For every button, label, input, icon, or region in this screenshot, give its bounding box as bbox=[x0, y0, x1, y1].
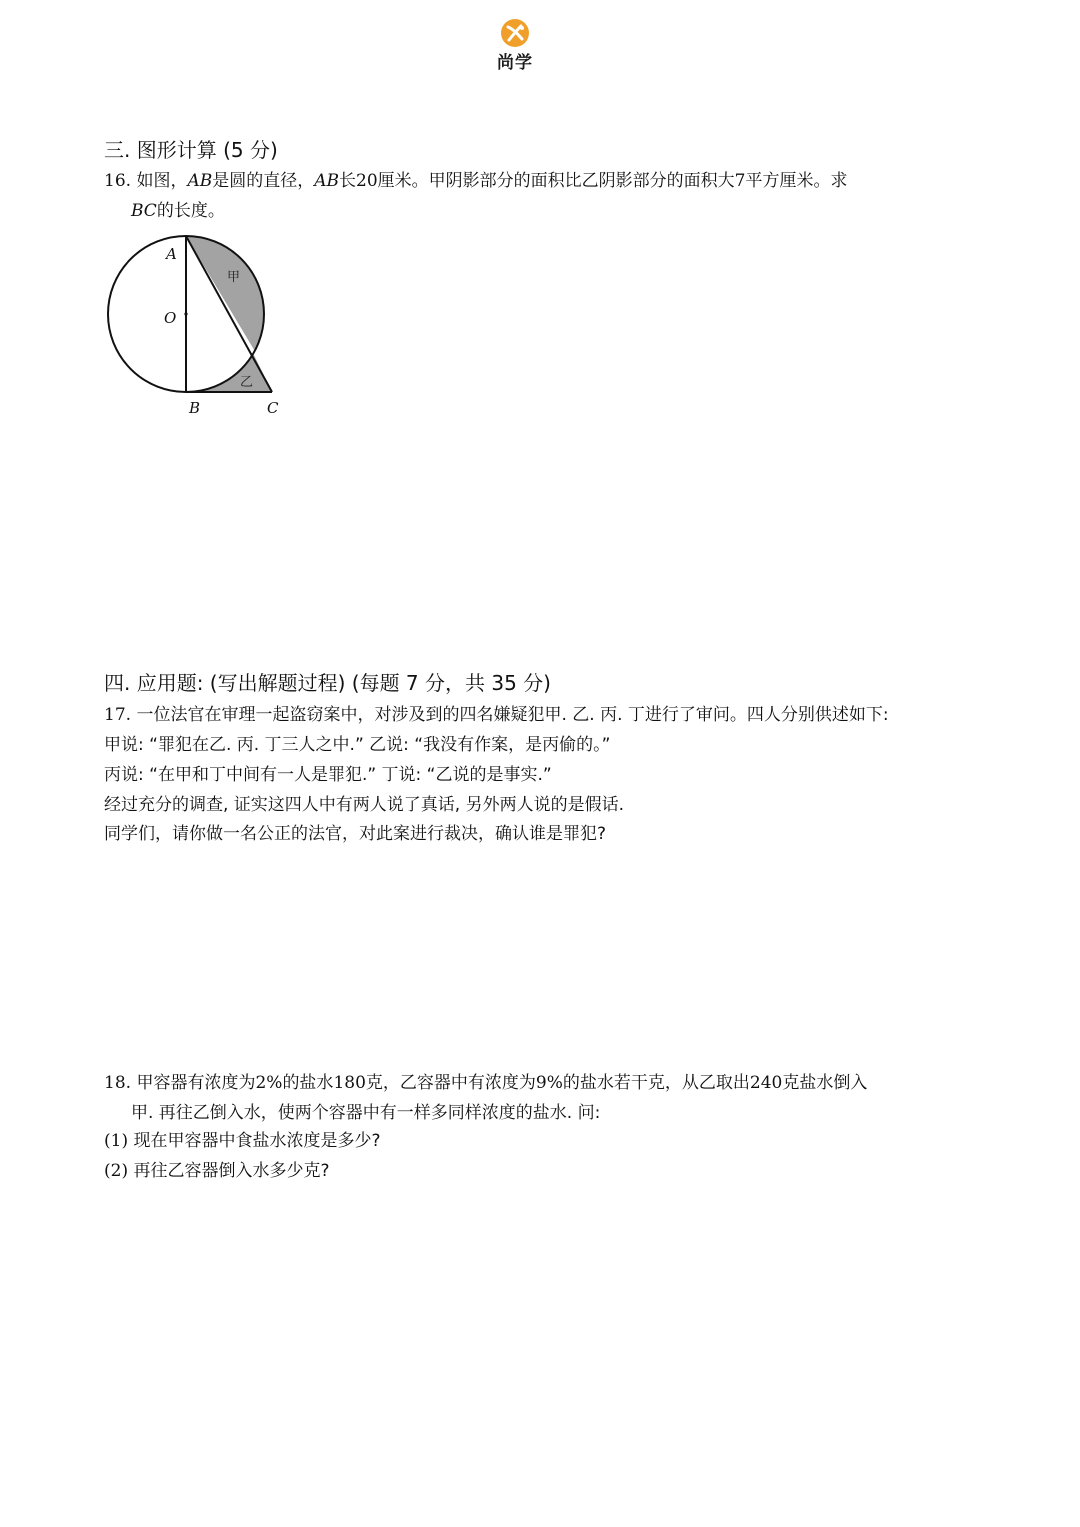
q16-number: 16. bbox=[104, 171, 132, 191]
q16-line1 bbox=[104, 169, 847, 193]
q16-text: 平方厘米。求 bbox=[745, 171, 848, 191]
region-yi-label: 乙 bbox=[240, 375, 254, 390]
label-a: A bbox=[166, 245, 177, 263]
q18-number: 18. bbox=[104, 1073, 132, 1093]
q18-sub2-text: 再往乙容器倒入水多少克? bbox=[133, 1161, 330, 1181]
q17-line3: 丙说: “在甲和丁中间有一人是罪犯.” 丁说: “乙说的是事实.” bbox=[104, 765, 552, 785]
q16-math: AB bbox=[187, 171, 213, 191]
label-o: O bbox=[164, 309, 177, 327]
brand-logo bbox=[490, 18, 540, 73]
q16-number-value: 7 bbox=[734, 171, 746, 191]
region-yi-shading bbox=[186, 353, 272, 392]
q18-sub1 bbox=[104, 1129, 381, 1153]
q16-math: AB bbox=[314, 171, 340, 191]
q18-text: 甲容器有浓度为 bbox=[136, 1073, 256, 1093]
q17-line1 bbox=[104, 703, 889, 727]
q18-text: 的盐水若干克，从乙取出 bbox=[562, 1073, 750, 1093]
q17-line4: 经过充分的调查, 证实这四人中有两人说了真话, 另外两人说的是假话. bbox=[104, 795, 625, 815]
q16-math: BC bbox=[131, 201, 157, 221]
q18-sub2-label: (2) bbox=[104, 1161, 129, 1181]
q17-line2: 甲说: “罪犯在乙. 丙. 丁三人之中.” 乙说: “我没有作案，是丙偷的。” bbox=[104, 735, 611, 755]
label-b: B bbox=[189, 399, 201, 417]
section4-title: 四. 应用题: (写出解题过程) (每题 7 分，共 35 分) bbox=[104, 671, 551, 695]
label-c: C bbox=[267, 399, 279, 417]
q18-number-value: 9% bbox=[535, 1073, 563, 1093]
q18-number-value: 240 bbox=[749, 1073, 783, 1093]
q18-text: 的盐水 bbox=[282, 1073, 334, 1093]
q16-text: 如图， bbox=[136, 171, 188, 191]
brand-name: 尚学 bbox=[497, 53, 533, 73]
q16-text: 是圆的直径， bbox=[212, 171, 315, 191]
region-jia-shading bbox=[186, 228, 300, 353]
q16-line2 bbox=[131, 199, 225, 223]
q18-sub1-text: 现在甲容器中食盐水浓度是多少? bbox=[133, 1131, 381, 1151]
q16-geometry-figure bbox=[100, 228, 300, 424]
q17-number: 17. bbox=[104, 705, 132, 725]
q16-number-value: 20 bbox=[356, 171, 378, 191]
q16-text: 厘米。甲阴影部分的面积比乙阴影部分的面积大 bbox=[377, 171, 735, 191]
q18-line2: 甲. 再往乙倒入水，使两个容器中有一样多同样浓度的盐水. 问: bbox=[131, 1103, 601, 1123]
q18-sub1-label: (1) bbox=[104, 1131, 129, 1151]
brand-logo-icon bbox=[500, 18, 530, 48]
q16-text: 长 bbox=[339, 171, 357, 191]
q18-text: 克，乙容器中有浓度为 bbox=[365, 1073, 536, 1093]
q18-number-value: 180 bbox=[333, 1073, 366, 1093]
q16-text: 的长度。 bbox=[156, 201, 225, 221]
q18-text: 克盐水倒入 bbox=[782, 1073, 868, 1093]
q18-line1 bbox=[104, 1071, 867, 1095]
section3-title: 三. 图形计算 (5 分) bbox=[104, 138, 278, 162]
q18-sub2 bbox=[104, 1159, 330, 1183]
q18-number-value: 2% bbox=[255, 1073, 283, 1093]
q17-line5: 同学们，请你做一名公正的法官，对此案进行裁决，确认谁是罪犯? bbox=[104, 824, 607, 844]
q17-text: 一位法官在审理一起盗窃案中，对涉及到的四名嫌疑犯甲. 乙. 丙. 丁进行了审问。四人分别供述如下: bbox=[136, 705, 889, 725]
center-point-o bbox=[184, 312, 187, 315]
region-jia-label: 甲 bbox=[227, 270, 241, 285]
